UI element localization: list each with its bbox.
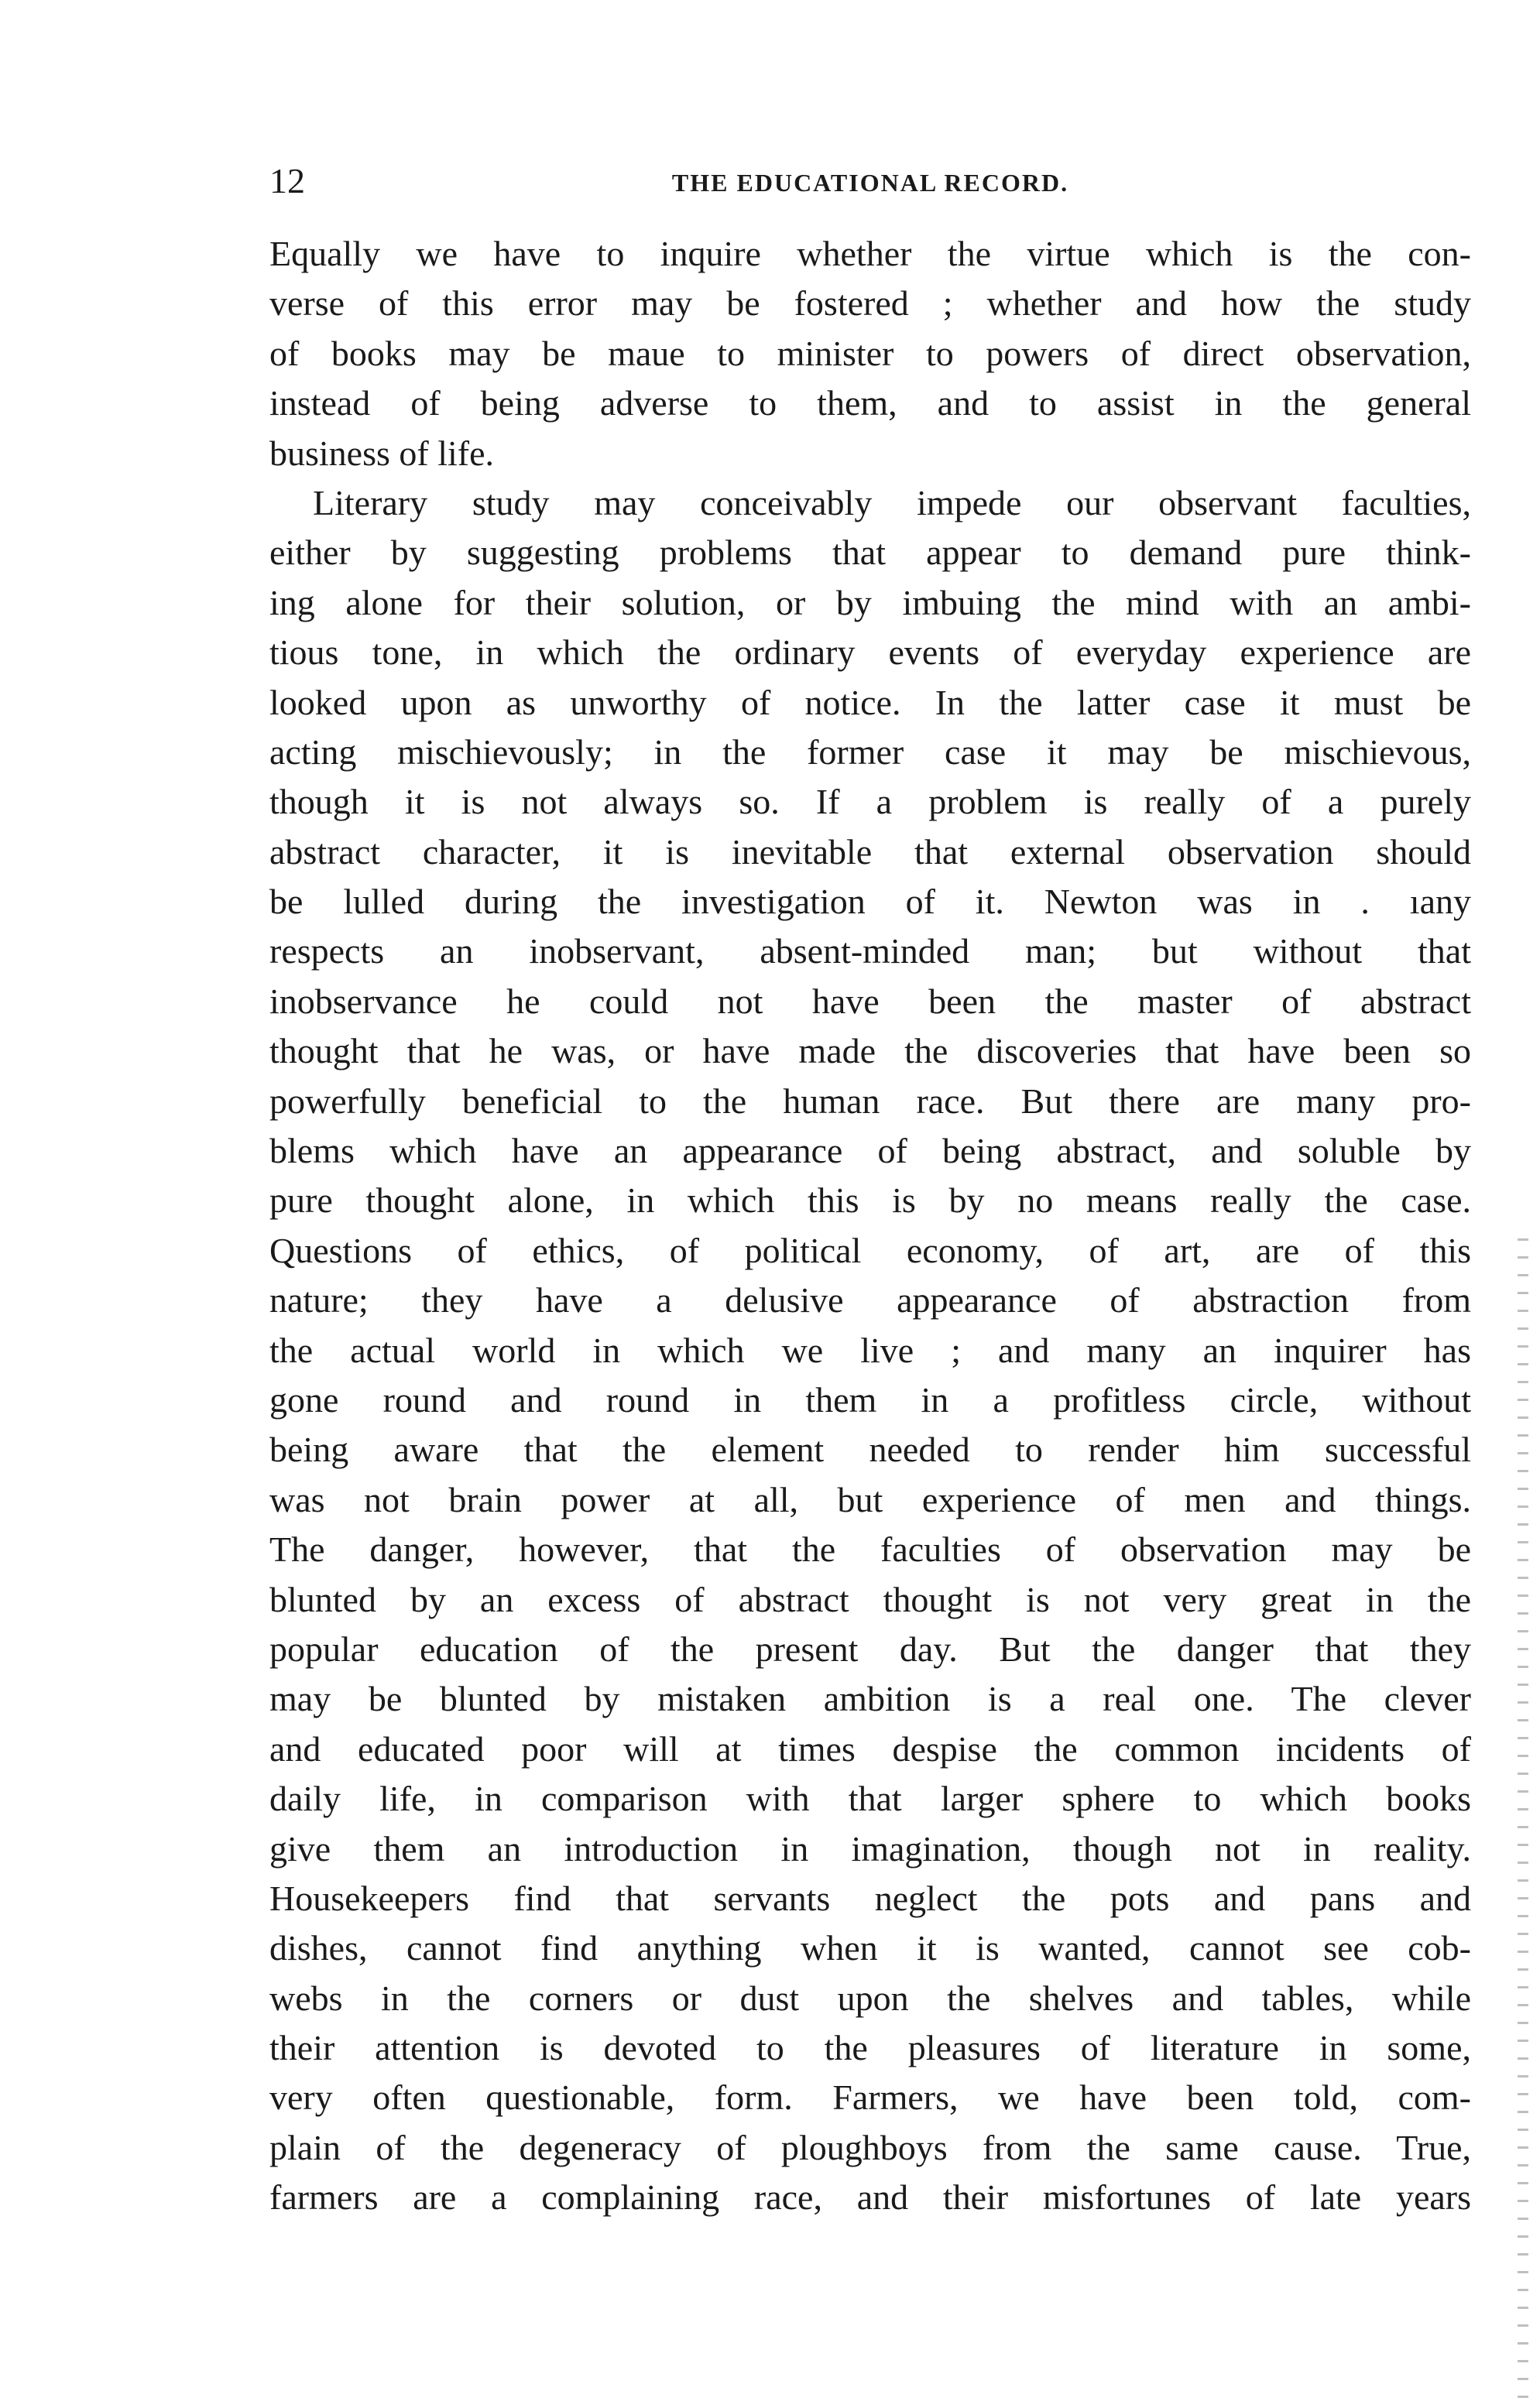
text-line: inobservance he could not have been the master of abstract: [269, 981, 1471, 1021]
text-line: abstract character, it is inevitable that external observation should: [269, 831, 1471, 872]
text-line: Literary study may conceivably impede our observant faculties,: [313, 482, 1471, 522]
text-line: be lulled during the investigation of it. Newton was in . ıany: [269, 882, 1471, 922]
text-line: plain of the degeneracy of ploughboys from the same cause. True,: [269, 2127, 1471, 2167]
text-line: gone round and round in them in a profitless circle, without: [269, 1379, 1471, 1420]
text-line: verse of this error may be fostered ; whether and how the study: [269, 283, 1471, 324]
text-line: the actual world in which we live ; and many an inquirer has: [269, 1330, 1471, 1370]
text-line: thought that he was, or have made the discoveries that have been so: [269, 1031, 1471, 1071]
text-line: Housekeepers find that servants neglect the pots and pans and: [269, 1878, 1471, 1918]
text-line: ing alone for their solution, or by imbuing the mind with an ambi-: [269, 582, 1471, 622]
text-line: tious tone, in which the ordinary events of everyday experience are: [269, 632, 1471, 673]
text-line: The danger, however, that the faculties of observation may be: [269, 1529, 1471, 1570]
text-line: acting mischievously; in the former case it may be mischievous,: [269, 731, 1471, 772]
scan-margin-specks: [1518, 1238, 1528, 2399]
text-line: powerfully beneficial to the human race. But there are many pro-: [269, 1081, 1471, 1121]
running-title: THE EDUCATIONAL RECORD.: [671, 169, 1069, 197]
text-line: instead of being adverse to them, and to assist in the general: [269, 383, 1471, 423]
text-line: looked upon as unworthy of notice. In the latter case it must be: [269, 682, 1471, 722]
text-line: and educated poor will at times despise the common incidents of: [269, 1728, 1471, 1769]
text-line: popular education of the present day. But the danger that they: [269, 1629, 1471, 1669]
text-line: Equally we have to inquire whether the virtue which is the con-: [269, 234, 1471, 273]
text-line: though it is not always so. If a problem is really of a purely: [269, 782, 1471, 822]
text-line: of books may be maue to minister to powers of direct observation,: [269, 333, 1471, 373]
text-line: blems which have an appearance of being abstract, and soluble by: [269, 1131, 1471, 1171]
text-line: very often questionable, form. Farmers, we have been told, com-: [269, 2077, 1471, 2118]
running-head: [269, 159, 1471, 206]
text-line: Questions of ethics, of political economy, of art, are of this: [269, 1230, 1471, 1270]
text-line: daily life, in comparison with that larger sphere to which books: [269, 1779, 1471, 1819]
text-line: respects an inobservant, absent-minded man; but without that: [269, 931, 1471, 971]
text-line: pure thought alone, in which this is by no means really the case.: [269, 1180, 1471, 1221]
text-line: farmers are a complaining race, and their misfortunes of late years: [269, 2177, 1471, 2218]
text-line: nature; they have a delusive appearance of abstraction from: [269, 1280, 1471, 1320]
text-line: either by suggesting problems that appear to demand pure think-: [269, 533, 1471, 573]
text-line: business of life.: [269, 433, 495, 473]
text-line: was not brain power at all, but experience of men and things.: [269, 1479, 1471, 1519]
text-line: dishes, cannot find anything when it is wanted, cannot see cob-: [269, 1928, 1471, 1968]
text-line: give them an introduction in imagination, though not in reality.: [269, 1828, 1471, 1869]
text-line: webs in the corners or dust upon the shelves and tables, while: [269, 1978, 1471, 2018]
text-line: being aware that the element needed to render him successful: [269, 1430, 1471, 1470]
text-line: their attention is devoted to the pleasures of literature in some,: [269, 2028, 1471, 2068]
body-text: [269, 229, 1471, 2223]
page-number: 12: [269, 161, 305, 200]
text-line: blunted by an excess of abstract thought is not very great in the: [269, 1579, 1471, 1619]
text-line: may be blunted by mistaken ambition is a real one. The clever: [269, 1679, 1471, 1719]
